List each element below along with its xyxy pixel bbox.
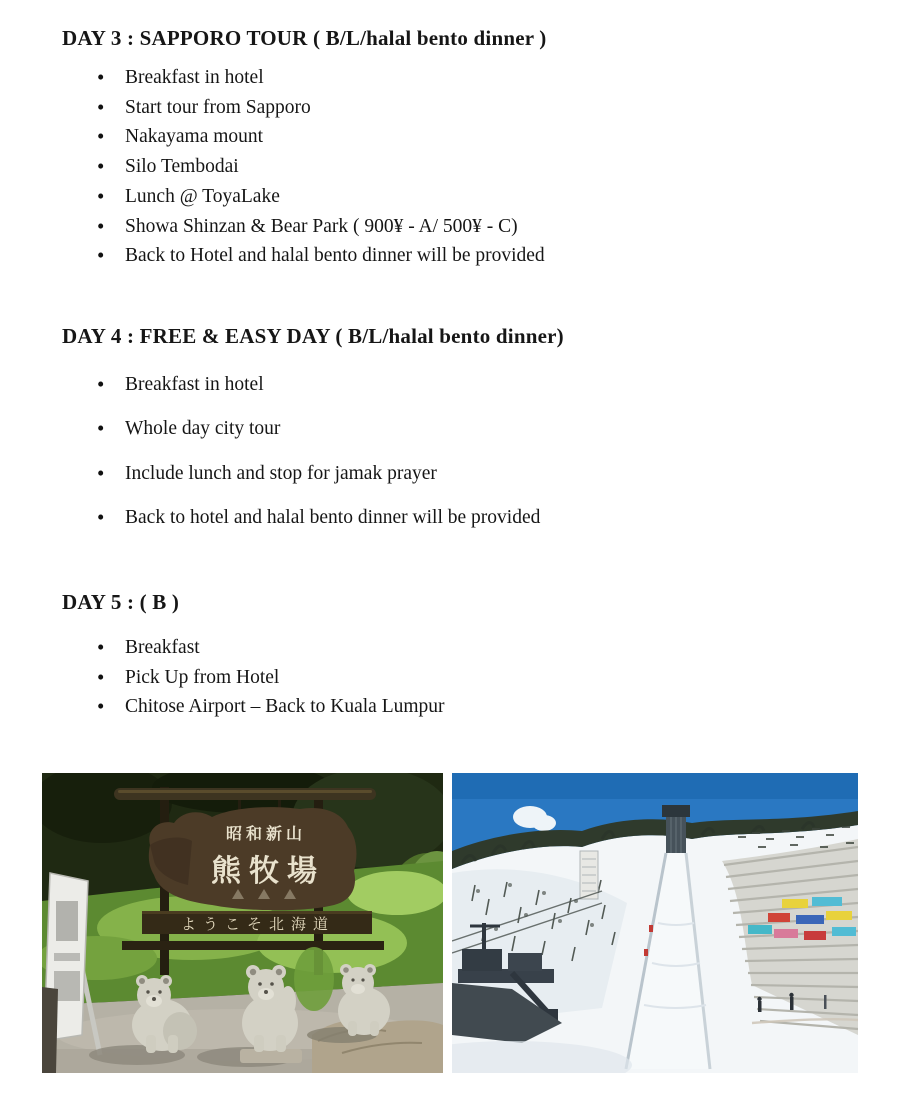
day5-section bbox=[62, 588, 866, 722]
day5-list bbox=[62, 633, 866, 722]
dark-object bbox=[42, 987, 58, 1073]
list-item: • Pick Up from Hotel bbox=[125, 663, 866, 693]
ski-jump-photo bbox=[452, 773, 858, 1073]
list-item: • Whole day city tour bbox=[125, 414, 866, 444]
list-item: • Back to Hotel and halal bento dinner will be provided bbox=[125, 241, 866, 271]
day3-section bbox=[62, 24, 866, 271]
list-item: • Breakfast bbox=[125, 633, 866, 663]
day3-list bbox=[62, 63, 866, 271]
sign-title-text: 昭和新山 bbox=[225, 824, 307, 843]
list-item: • Breakfast in hotel bbox=[125, 370, 866, 400]
day5-heading: DAY 5 : ( B ) bbox=[62, 590, 180, 614]
jump-tower bbox=[662, 805, 690, 855]
list-item: • Start tour from Sapporo bbox=[125, 93, 866, 123]
list-item: • Showa Shinzan & Bear Park ( 900¥ - A/ 500¥ - C) bbox=[125, 212, 866, 242]
ski-jump-illustration bbox=[452, 773, 858, 1073]
list-item: • Back to hotel and halal bento dinner will be provided bbox=[125, 503, 866, 533]
day4-heading: DAY 4 : FREE & EASY DAY ( B/L/halal bento dinner) bbox=[62, 324, 564, 348]
list-item: • Chitose Airport – Back to Kuala Lumpur bbox=[125, 692, 866, 722]
list-item: • Lunch @ ToyaLake bbox=[125, 182, 866, 212]
list-item: • Silo Tembodai bbox=[125, 152, 866, 182]
day4-list bbox=[62, 370, 866, 533]
day3-heading: DAY 3 : SAPPORO TOUR ( B/L/halal bento dinner ) bbox=[62, 26, 547, 50]
sign-main-text: 熊牧場 bbox=[211, 854, 325, 889]
bear-park-illustration bbox=[42, 773, 443, 1073]
welcome-plank-text: ようこそ北海道 bbox=[180, 915, 336, 933]
hillside-building bbox=[580, 851, 598, 899]
list-item: • Nakayama mount bbox=[125, 122, 866, 152]
bench-bar bbox=[122, 941, 384, 950]
list-item: • Include lunch and stop for jamak prayer bbox=[125, 459, 866, 489]
photo-row bbox=[0, 773, 902, 1073]
day4-section bbox=[62, 322, 866, 547]
list-item: • Breakfast in hotel bbox=[125, 63, 866, 93]
sign-top-bar bbox=[114, 788, 376, 800]
bear-park-photo bbox=[42, 773, 443, 1073]
